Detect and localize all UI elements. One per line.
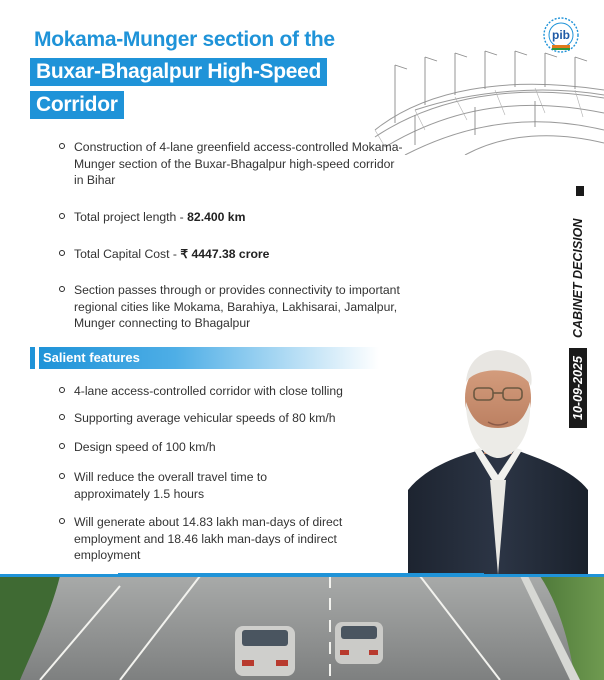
salient-item-text: Will generate about 14.83 lakh man-days of direct employment and 18.46 lakh man-days of indirect employment <box>74 515 343 562</box>
bullet-dot-icon <box>59 518 65 524</box>
salient-heading-accent <box>30 347 35 369</box>
salient-item <box>74 514 374 564</box>
bullet-dot-icon <box>59 213 65 219</box>
bullet-dot-icon <box>59 443 65 449</box>
photo-top-border <box>0 574 604 577</box>
salient-item <box>74 410 404 427</box>
bullet-dot-icon <box>59 286 65 292</box>
bullet-dot-icon <box>59 387 65 393</box>
bullet-dot-icon <box>59 473 65 479</box>
salient-features-heading: Salient features <box>39 347 379 369</box>
bullet-dot-icon <box>59 250 65 256</box>
title-line-2: Buxar-Bhagalpur High-Speed <box>30 58 327 86</box>
bullet-dot-icon <box>59 143 65 149</box>
salient-item-text: Design speed of 100 km/h <box>74 440 216 454</box>
bullet-connectivity <box>74 282 434 332</box>
bullet-construction <box>74 139 404 189</box>
highway-sketch-icon <box>355 35 604 155</box>
bullet-connectivity-text: Section passes through or provides connectivity to important regional cities like Mokama, Barahiya, Lakhisarai, Jamalpur, Munger connecting to Bhagalpur <box>74 283 400 330</box>
bullet-construction-text: Construction of 4-lane greenfield access-controlled Mokama-Munger section of the Buxar-Bhagalpur high-speed corridor in Bihar <box>74 140 403 187</box>
bullet-cost <box>74 246 404 263</box>
cabinet-label: CABINET DECISION <box>571 218 585 339</box>
bullet-cost-label: Total Capital Cost - <box>74 247 181 261</box>
salient-item-text: 4-lane access-controlled corridor with close tolling <box>74 384 343 398</box>
salient-item <box>74 439 404 456</box>
bullet-cost-value: ₹ 4447.38 crore <box>180 247 270 261</box>
title-line-3: Corridor <box>30 91 124 119</box>
cabinet-date: 10-09-2025 <box>569 348 587 428</box>
bullet-dot-icon <box>59 414 65 420</box>
salient-item-text: Will reduce the overall travel time to approximately 1.5 hours <box>74 470 268 501</box>
title-line-1: Mokama-Munger section of the <box>34 28 335 51</box>
portrait-photo <box>408 340 588 575</box>
bullet-length <box>74 209 404 226</box>
svg-text:pib: pib <box>552 28 570 42</box>
salient-item <box>74 383 404 400</box>
bullet-length-value: 82.400 km <box>187 210 246 224</box>
bullet-length-label: Total project length - <box>74 210 188 224</box>
salient-item <box>74 469 309 502</box>
salient-item-text: Supporting average vehicular speeds of 80 km/h <box>74 411 336 425</box>
cabinet-decision-vertical <box>571 196 585 420</box>
highway-photo <box>0 576 604 680</box>
cabinet-tick-mark <box>576 186 584 196</box>
